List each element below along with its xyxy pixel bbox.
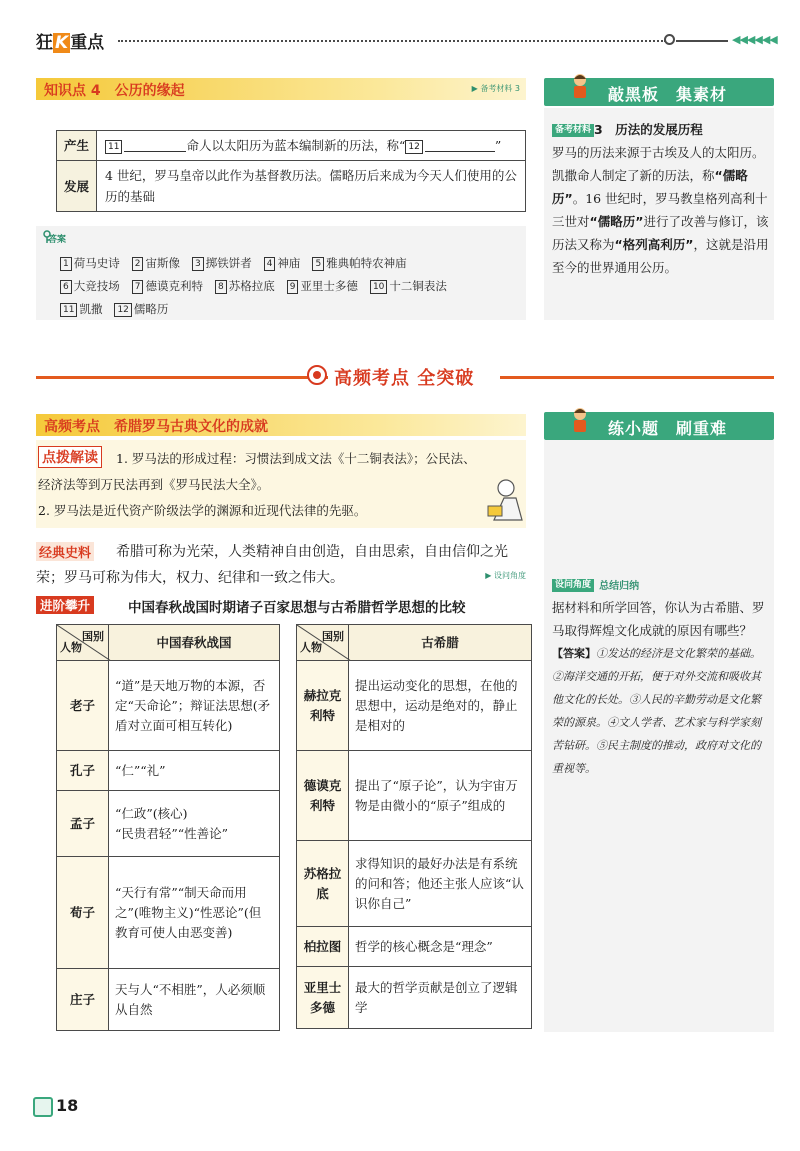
- diagonal-header: 国别 人物: [57, 625, 109, 661]
- row-content: 11 命人以太阳历为蓝本编制新的历法，称“ 12 ”: [97, 131, 526, 161]
- topic-title: 高频考点 希腊罗马古典文化的成就: [44, 419, 268, 435]
- thinker-idea: 提出运动变化的思想，在他的思想中，运动是绝对的，静止是相对的: [349, 661, 532, 751]
- scholar-illustration: [484, 476, 524, 524]
- thinker-name: 老子: [57, 661, 109, 751]
- brand-logo: 狂 K 重点: [36, 33, 105, 53]
- thinker-idea: “天行有常”“制天命而用之”(唯物主义)“性恶论”(但教育可使人由恶变善): [109, 857, 280, 969]
- topic-bar: [36, 414, 526, 436]
- table-header-row: [57, 625, 280, 661]
- advance-label: 进阶攀升: [36, 596, 94, 614]
- answer-item: 7 德谟克利特: [132, 279, 203, 293]
- answer-item: 9 亚里士多德: [287, 279, 358, 293]
- knowledge-point-bar: [36, 78, 526, 100]
- thinker-name: 荀子: [57, 857, 109, 969]
- comparison-title: 中国春秋战国时期诸子百家思想与古希腊哲学思想的比较: [128, 600, 466, 616]
- row-content: 4 世纪，罗马皇帝以此作为基督教历法。儒略历后来成为今天人们使用的公历的基础: [97, 161, 526, 212]
- reference-link[interactable]: ▶ 备考材料 3: [471, 84, 520, 93]
- mascot-icon: [566, 406, 594, 434]
- thinker-idea: “仁”“礼”: [109, 751, 280, 791]
- table-row: [57, 857, 280, 969]
- question-angle-tag: 设问角度 总结归纳: [552, 574, 639, 593]
- answer-item: 3 掷铁饼者: [192, 256, 252, 270]
- classic-label: 经典史料: [36, 542, 94, 561]
- table-row: [297, 751, 532, 841]
- thinker-name: 柏拉图: [297, 927, 349, 967]
- knowledge-point-title: 知识点 4 公历的缘起: [44, 83, 185, 99]
- thinker-idea: 提出了“原子论”，认为宇宙万物是由微小的“原子”组成的: [349, 751, 532, 841]
- table-row: [297, 967, 532, 1029]
- thinker-idea: 求得知识的最好办法是有系统的问和答；他还主张人应该“认识你自己”: [349, 841, 532, 927]
- page-number: 18: [56, 1096, 79, 1115]
- answer-item: 6 大竞技场: [60, 279, 120, 293]
- table-row: [57, 661, 280, 751]
- table-header-row: [297, 625, 532, 661]
- diagonal-header: 国别 人物: [297, 625, 349, 661]
- thinker-name: 孔子: [57, 751, 109, 791]
- answer-label: 答案: [48, 235, 67, 245]
- column-header: 古希腊: [349, 625, 532, 661]
- answer-item: 4 神庙: [264, 256, 301, 270]
- sidebar-title: 敲黑板 集素材: [608, 85, 728, 104]
- practice-answer: 【答案】①发达的经济是文化繁荣的基础。②海洋交通的开拓，便于对外交流和吸收其他文化的长处。③人民的辛勤劳动是文化繁荣的源泉。④文人学者、艺术家与科学家刻苦钻研。⑤民主制度的推动，政府对文化的重视等。: [552, 647, 761, 775]
- header-dotted-rule: [118, 40, 666, 42]
- answer-item: 11 凯撒: [60, 302, 102, 316]
- header-rule: [676, 40, 728, 42]
- header-circle-ornament: [664, 34, 675, 45]
- thinker-idea: 天与人“不相胜”，人必须顺从自然: [109, 969, 280, 1031]
- thinker-idea: 哲学的核心概念是“理念”: [349, 927, 532, 967]
- material-tag: 备考材料: [552, 124, 594, 137]
- sidebar-title: 练小题 刷重难: [608, 419, 728, 438]
- thinker-name: 孟子: [57, 791, 109, 857]
- china-thinkers-table: [56, 624, 280, 1031]
- thinker-idea: “仁政”(核心) “民贵君轻”“性善论”: [109, 791, 280, 857]
- thinker-name: 苏格拉底: [297, 841, 349, 927]
- thinker-idea: 最大的哲学贡献是创立了逻辑学: [349, 967, 532, 1029]
- fill-blank[interactable]: [425, 138, 495, 152]
- answer-item: 10 十二铜表法: [370, 279, 447, 293]
- row-head: 发展: [57, 161, 97, 212]
- table-row: [297, 841, 532, 927]
- question-angle-link[interactable]: ▶ 设问角度: [485, 571, 526, 580]
- answer-box: [36, 226, 526, 320]
- table-row: [57, 791, 280, 857]
- section-title: 高频考点 全突破: [328, 364, 480, 390]
- book-icon: [33, 1097, 53, 1117]
- greek-thinkers-table: [296, 624, 532, 1029]
- sidebar-header: [544, 412, 774, 440]
- fill-blank[interactable]: [124, 138, 186, 152]
- answer-item: 2 宙斯像: [132, 256, 180, 270]
- practice-question: 据材料和所学回答，你认为古希腊、罗马取得辉煌文化成就的原因有哪些？: [552, 600, 765, 638]
- thinker-name: 赫拉克利特: [297, 661, 349, 751]
- thinker-name: 德谟克利特: [297, 751, 349, 841]
- target-icon: [306, 364, 328, 386]
- mascot-icon: [566, 72, 594, 100]
- thinker-idea: “道”是天地万物的本源，否定“天命论”；辩证法思想(矛盾对立面可相互转化): [109, 661, 280, 751]
- thinker-name: 庄子: [57, 969, 109, 1031]
- table-row: [57, 131, 526, 161]
- answer-item: 8 苏格拉底: [215, 279, 275, 293]
- answer-list: [60, 252, 520, 321]
- answer-item: 5 雅典帕特农神庙: [312, 256, 406, 270]
- sidebar-material: 备考材料 3 历法的发展历程 罗马的历法来源于古埃及人的太阳历。凯撒命人制定了新的历法，称“儒略历”。16 世纪时，罗马教皇格列高利十三世对“儒略历”进行了改善与修订，该历法又称为“格列高利历”，这就是沿用至今的世界通用公历。: [552, 122, 769, 275]
- section-divider-right: [500, 376, 774, 379]
- table-row: [297, 661, 532, 751]
- answer-item: 1 荷马史诗: [60, 256, 120, 270]
- table-row: [57, 969, 280, 1031]
- table-row: [297, 927, 532, 967]
- classic-quote: 希腊可称为光荣，人类精神自由创造，自由思索，自由信仰之光荣；罗马可称为伟大，权力、纪律和一致之伟大。 ▶ 设问角度: [36, 539, 526, 591]
- answer-item: 12 儒略历: [114, 302, 168, 316]
- table-row: [57, 161, 526, 212]
- calendar-origin-table: [56, 130, 526, 212]
- tip-label: 点拨解读: [38, 446, 102, 468]
- material-heading: 历法的发展历程: [615, 122, 703, 137]
- section-divider-left: [36, 376, 328, 379]
- thinker-name: 亚里士多德: [297, 967, 349, 1029]
- sidebar-header: [544, 78, 774, 106]
- column-header: 中国春秋战国: [109, 625, 280, 661]
- table-row: [57, 751, 280, 791]
- row-head: 产生: [57, 131, 97, 161]
- tip-text: 1. 罗马法的形成过程：习惯法到成文法《十二铜表法》；公民法、经济法等到万民法再到《罗马民法大全》。 2. 罗马法是近代资产阶级法学的渊源和近现代法律的先驱。: [38, 451, 476, 518]
- header-arrow-ornament: ◀◀◀◀◀◀: [732, 33, 777, 46]
